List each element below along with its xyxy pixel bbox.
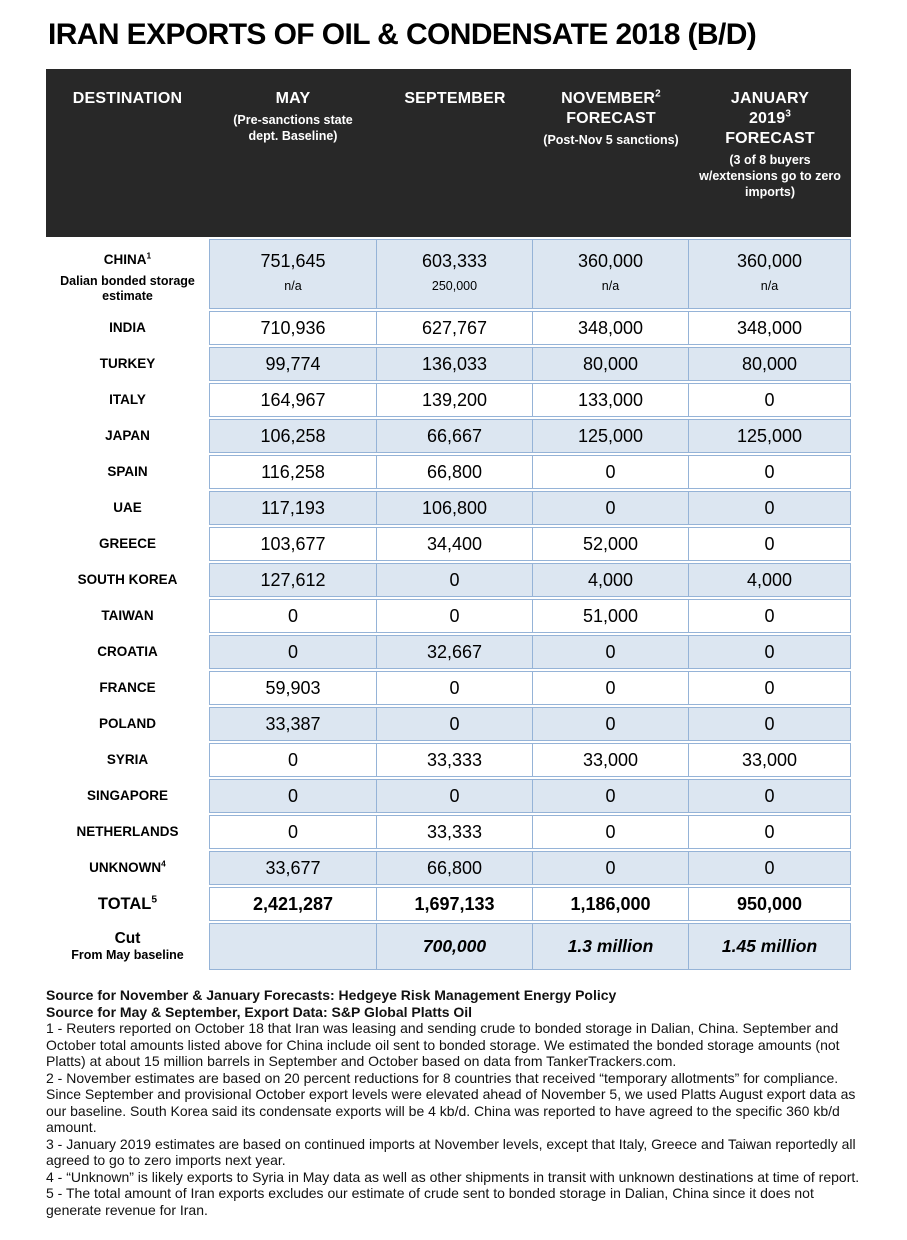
row-label-text: CHINA$^1$: [103, 250, 152, 267]
table-cell: [689, 491, 851, 525]
cell-value: 360,000: [736, 251, 803, 271]
cell-value: 0: [764, 857, 775, 878]
table-cell: [689, 527, 851, 561]
row-label-text: SPAIN: [107, 464, 148, 479]
row-label-text: NETHERLANDS: [76, 824, 179, 839]
cell-value: 0: [764, 497, 775, 518]
table-cell: [209, 923, 377, 970]
table-cell: [689, 743, 851, 777]
footnote: 2 - November estimates are based on 20 percent reductions for 8 countries that received “temporary allotments” for compliance. Since September and provisional October export levels were elevated ahead of November 5, we used Platts August export data as our baseline. South Korea said its condensate exports will be 4 kb/d. China was reported to have agreed to the specific 360 kb/d amount.: [46, 1069, 856, 1135]
table-cell: [533, 815, 689, 849]
row-label-text: GREECE: [98, 536, 156, 551]
cell-value: 0: [605, 677, 616, 698]
table-cell: [533, 707, 689, 741]
table-cell: [209, 671, 377, 705]
column-header-september: [377, 69, 533, 237]
cell-subvalue: n/a: [760, 279, 779, 293]
table-row-france: [46, 671, 851, 705]
column-header-note: (Post-Nov 5 sanctions): [543, 133, 679, 147]
row-label-text: JAPAN: [105, 428, 150, 443]
cell-value: 360,000: [577, 251, 644, 271]
cell-value: 1.45 million: [721, 936, 818, 956]
row-label-text: Cut: [114, 930, 141, 947]
cell-value: 0: [287, 785, 298, 806]
table-cell: [689, 311, 851, 345]
superscript-footnote-ref: 1: [146, 250, 152, 261]
table-cell: [533, 347, 689, 381]
table-cell: [377, 923, 533, 970]
cell-value: 136,033: [421, 353, 488, 374]
footnote: 1 - Reuters reported on October 18 that Iran was leasing and sending crude to bonded storage in Dalian, China. September and October total amounts listed above for China include oil sent to bonded storage. We estimated the bonded storage amounts (not Platts) at about 15 million barrels in September and October based on data from TankerTrackers.com.: [46, 1020, 840, 1069]
cell-value: 0: [287, 641, 298, 662]
cell-value: 106,800: [421, 497, 488, 518]
table-cell: [533, 311, 689, 345]
footnote: 3 - January 2019 estimates are based on continued imports at November levels, except that Italy, Greece and Taiwan reportedly all agreed to go to zero imports next year.: [46, 1135, 856, 1168]
row-sublabel: Dalian bonded storage estimate: [60, 274, 195, 303]
table-cell: [533, 851, 689, 885]
cell-value: 4,000: [746, 569, 793, 590]
cell-value: 33,333: [426, 749, 483, 770]
row-label: [46, 527, 209, 561]
table-cell: [689, 923, 851, 970]
footnote: 4 - “Unknown” is likely exports to Syria in May data as well as other shipments in transit with unknown destinations at time of report.: [46, 1168, 860, 1185]
cell-value: 0: [764, 821, 775, 842]
row-label-text: TOTAL$^5$: [97, 894, 158, 913]
header-line: NOVEMBER$^2$: [561, 88, 661, 107]
cell-value: 0: [287, 749, 298, 770]
table-cell: [209, 887, 377, 921]
row-label: [46, 599, 209, 633]
cell-value: 2,421,287: [252, 893, 334, 914]
column-header-label: [533, 89, 689, 129]
cell-value: 66,800: [426, 857, 483, 878]
cell-value: 348,000: [577, 317, 644, 338]
column-header-january-2019-forecast: [689, 69, 851, 237]
cell-value: 1,697,133: [414, 893, 495, 914]
table-cell: [209, 851, 377, 885]
superscript-footnote-ref: 5: [151, 894, 158, 906]
table-cell: [209, 311, 377, 345]
header-line: SEPTEMBER: [404, 90, 506, 107]
table-cell: [377, 491, 533, 525]
cell-value: 33,000: [582, 749, 639, 770]
row-sublabel: From May baseline: [71, 948, 184, 962]
source-line: Source for November & January Forecasts: Hedgeye Risk Management Energy Policy: [46, 987, 617, 1003]
table-cell: [689, 419, 851, 453]
row-label: [46, 239, 209, 309]
footnote: 5 - The total amount of Iran exports excludes our estimate of crude sent to bonded storage in Dalian, China since it does not generate revenue for Iran.: [46, 1185, 814, 1218]
cell-subvalue: 250,000: [431, 279, 478, 293]
cell-value: 0: [605, 821, 616, 842]
cell-value: 33,677: [265, 857, 321, 878]
table-cell: [209, 491, 377, 525]
cell-value: 103,677: [260, 533, 326, 554]
column-header-note: (3 of 8 buyers w/extensions go to zero imports): [699, 153, 841, 199]
column-header-label: [689, 89, 851, 149]
cell-value: 80,000: [741, 353, 798, 374]
row-label-text: UAE: [113, 500, 142, 515]
cell-value: 133,000: [577, 389, 644, 410]
cell-value: 950,000: [736, 893, 803, 914]
table-cell: [209, 707, 377, 741]
header-row: [46, 69, 851, 237]
cell-value: 0: [449, 677, 460, 698]
table-cell: [377, 239, 533, 309]
table-cell: [533, 599, 689, 633]
header-line: DESTINATION: [72, 90, 183, 107]
table-cell: [209, 239, 377, 309]
table-cell: [533, 239, 689, 309]
table-row-singapore: [46, 779, 851, 813]
table-row-south-korea: [46, 563, 851, 597]
cell-value: 34,400: [426, 533, 483, 554]
cell-value: 33,387: [265, 713, 321, 734]
table-cell: [377, 455, 533, 489]
row-label-text: ITALY: [109, 392, 146, 407]
table-cell: [209, 779, 377, 813]
table-cell: [689, 851, 851, 885]
cell-value: 52,000: [582, 533, 639, 554]
row-label: [46, 455, 209, 489]
table-cell: [689, 671, 851, 705]
table-cell: [689, 707, 851, 741]
row-label: [46, 743, 209, 777]
row-label: [46, 707, 209, 741]
table-cell: [377, 815, 533, 849]
table-row-italy: [46, 383, 851, 417]
header-line: FORECAST: [566, 110, 656, 127]
table-cell: [533, 455, 689, 489]
row-label: [46, 635, 209, 669]
table-cell: [533, 383, 689, 417]
cell-value: 0: [764, 785, 775, 806]
table-row-china: [46, 239, 851, 309]
table-cell: [209, 563, 377, 597]
cell-value: 0: [605, 857, 616, 878]
table-cell: [533, 527, 689, 561]
row-label-text: POLAND: [99, 716, 156, 731]
table-row-syria: [46, 743, 851, 777]
table-cell: [689, 635, 851, 669]
cell-value: 0: [764, 677, 775, 698]
row-label-text: SYRIA: [106, 752, 149, 767]
table-cell: [533, 635, 689, 669]
table-row-taiwan: [46, 599, 851, 633]
table-cell: [209, 635, 377, 669]
cell-value: 751,645: [260, 251, 326, 271]
cell-value: 106,258: [260, 425, 326, 446]
table-row-croatia: [46, 635, 851, 669]
row-label: [46, 311, 209, 345]
cell-value: 164,967: [260, 389, 326, 410]
row-label-text: SOUTH KOREA: [77, 572, 178, 587]
superscript-footnote-ref: 4: [161, 858, 166, 869]
table-row-india: [46, 311, 851, 345]
table-cell: [209, 455, 377, 489]
table-cell: [689, 239, 851, 309]
cell-value: 0: [287, 605, 298, 626]
cell-value: 0: [764, 605, 775, 626]
cell-value: 80,000: [582, 353, 639, 374]
cell-value: 0: [605, 641, 616, 662]
cell-value: 66,800: [426, 461, 483, 482]
cell-value: 117,193: [261, 497, 325, 518]
row-label: [46, 419, 209, 453]
table-row-spain: [46, 455, 851, 489]
cell-value: 627,767: [421, 317, 488, 338]
column-header-label: [209, 89, 377, 109]
table-cell: [377, 671, 533, 705]
cell-subvalue: n/a: [601, 279, 620, 293]
cell-value: 710,936: [260, 317, 326, 338]
row-label: [46, 347, 209, 381]
column-header-label: [46, 89, 209, 109]
table-cell: [377, 563, 533, 597]
table-row-turkey: [46, 347, 851, 381]
table-cell: [209, 527, 377, 561]
table-cell: [209, 419, 377, 453]
cell-value: 0: [764, 713, 775, 734]
row-label: [46, 923, 209, 970]
cell-value: 125,000: [577, 425, 644, 446]
table-cell: [377, 419, 533, 453]
column-header-note: (Pre-sanctions state dept. Baseline): [233, 113, 353, 143]
cell-value: 0: [764, 461, 775, 482]
footnotes: [46, 987, 866, 1218]
cell-subvalue: n/a: [284, 279, 302, 293]
table-cell: [689, 887, 851, 921]
table-cell: [209, 383, 377, 417]
table-row-japan: [46, 419, 851, 453]
superscript-footnote-ref: 2: [655, 88, 661, 100]
table-row-cut: [46, 923, 851, 970]
page-title: IRAN EXPORTS OF OIL & CONDENSATE 2018 (B/D): [48, 18, 757, 51]
column-header-label: [377, 89, 533, 109]
table-cell: [689, 815, 851, 849]
cell-value: 0: [449, 569, 460, 590]
cell-value: 4,000: [587, 569, 634, 590]
table-cell: [533, 671, 689, 705]
superscript-footnote-ref: 3: [785, 108, 792, 120]
cell-value: 33,000: [741, 749, 798, 770]
table-cell: [533, 743, 689, 777]
table-row-uae: [46, 491, 851, 525]
cell-value: 51,000: [582, 605, 639, 626]
header-line: FORECAST: [725, 130, 815, 147]
cell-value: 0: [764, 641, 775, 662]
table-cell: [377, 779, 533, 813]
cell-value: 603,333: [421, 251, 488, 271]
cell-value: 0: [605, 785, 616, 806]
table-row-total: [46, 887, 851, 921]
cell-value: 0: [287, 821, 298, 842]
cell-value: 66,667: [426, 425, 483, 446]
table-cell: [533, 563, 689, 597]
row-label-text: UNKNOWN$^4$: [89, 858, 166, 875]
table-cell: [377, 743, 533, 777]
table-cell: [209, 743, 377, 777]
table-cell: [533, 779, 689, 813]
row-label: [46, 563, 209, 597]
header-line: 2019$^3$: [748, 108, 792, 127]
table-cell: [689, 455, 851, 489]
table-cell: [689, 383, 851, 417]
column-header-may: [209, 69, 377, 237]
cell-value: 59,903: [265, 677, 321, 698]
table-cell: [377, 347, 533, 381]
cell-value: 32,667: [426, 641, 483, 662]
row-label-text: CROATIA: [97, 644, 158, 659]
table-cell: [377, 599, 533, 633]
cell-value: 348,000: [736, 317, 803, 338]
cell-value: 33,333: [426, 821, 483, 842]
cell-value: 0: [449, 605, 460, 626]
table-cell: [377, 635, 533, 669]
header-line: JANUARY: [730, 90, 810, 107]
table-cell: [377, 311, 533, 345]
row-label-text: FRANCE: [99, 680, 156, 695]
cell-value: 1,186,000: [570, 893, 651, 914]
cell-value: 99,774: [265, 353, 321, 374]
column-header-destination: [46, 69, 209, 237]
table-cell: [689, 563, 851, 597]
row-label: [46, 851, 209, 885]
row-label-text: INDIA: [109, 320, 146, 335]
header-line: MAY: [275, 90, 311, 107]
row-label-text: TURKEY: [99, 356, 156, 371]
table-cell: [689, 779, 851, 813]
table-row-unknown: [46, 851, 851, 885]
cell-value: 0: [605, 713, 616, 734]
table-cell: [533, 491, 689, 525]
cell-value: 139,200: [421, 389, 488, 410]
table-cell: [689, 347, 851, 381]
column-header-november-forecast: [533, 69, 689, 237]
cell-value: 0: [605, 497, 616, 518]
row-label: [46, 887, 209, 921]
row-label-text: TAIWAN: [101, 608, 154, 623]
table-cell: [377, 851, 533, 885]
cell-value: 700,000: [422, 936, 487, 956]
table-cell: [377, 887, 533, 921]
cell-value: 116,258: [261, 461, 325, 482]
table-cell: [533, 419, 689, 453]
table-cell: [533, 887, 689, 921]
table-cell: [377, 383, 533, 417]
cell-value: 0: [449, 713, 460, 734]
cell-value: 0: [764, 389, 775, 410]
row-label: [46, 491, 209, 525]
table-cell: [377, 707, 533, 741]
table-cell: [377, 527, 533, 561]
table-cell: [209, 347, 377, 381]
table-body: [46, 239, 851, 970]
table-row-greece: [46, 527, 851, 561]
source-line: Source for May & September, Export Data: S&P Global Platts Oil: [46, 1003, 473, 1020]
cell-value: 127,612: [260, 569, 326, 590]
row-label: [46, 779, 209, 813]
table-cell: [209, 599, 377, 633]
cell-value: 1.3 million: [567, 936, 654, 956]
table-row-netherlands: [46, 815, 851, 849]
table-cell: [689, 599, 851, 633]
row-label: [46, 383, 209, 417]
cell-value: 125,000: [736, 425, 803, 446]
table-cell: [209, 815, 377, 849]
cell-value: 0: [764, 533, 775, 554]
row-label: [46, 815, 209, 849]
table-header: [46, 69, 851, 237]
row-label-text: SINGAPORE: [86, 788, 168, 803]
cell-value: 0: [605, 461, 616, 482]
exports-table: [46, 67, 851, 972]
table-cell: [533, 923, 689, 970]
cell-value: 0: [449, 785, 460, 806]
row-label: [46, 671, 209, 705]
table-row-poland: [46, 707, 851, 741]
